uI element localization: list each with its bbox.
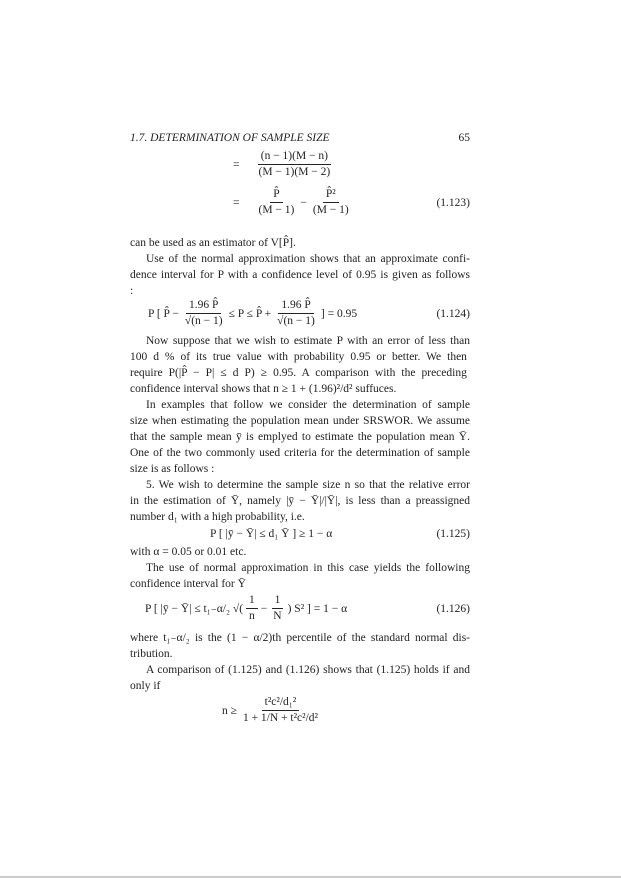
text-line: confidence interval shows that n ≥ 1 + (1.96)²/d² suffuces.	[130, 383, 397, 395]
text-line: where t₁₋α/₂ is the (1 − α/2)th percentile of the standard normal dis-	[130, 632, 470, 644]
text-line: One of the two commonly used criteria for the determination of sample	[130, 447, 470, 459]
page-number: 65	[458, 132, 470, 144]
text-line: Use of the normal approximation shows that an approximate confi-	[146, 253, 470, 265]
text-line: with α = 0.05 or 0.01 etc.	[130, 546, 247, 558]
text-line: only if	[130, 680, 161, 692]
fraction-numerator: 1.96 P̂	[278, 299, 313, 314]
text-line: In examples that follow we consider the determination of sample	[146, 399, 470, 411]
fraction-denominator: √(n − 1)	[184, 315, 223, 327]
text-line: :	[130, 285, 134, 297]
text-line: 5. We wish to determine the sample size n so that the relative error	[146, 479, 470, 491]
equation-part: n ≥	[222, 704, 237, 717]
text-line: can be used as an estimator of V[P̂].	[130, 237, 296, 249]
text-line: A comparison of (1.125) and (1.126) shows that (1.125) holds if and	[146, 664, 470, 676]
text-line: that the sample mean ȳ is emplyed to estimate the population mean Ȳ.	[130, 431, 470, 443]
fraction-numerator: 1	[246, 594, 258, 609]
equation-number: (1.124)	[436, 307, 470, 320]
text-line: number d₁ with a high probability, i.e.	[130, 511, 305, 523]
equation-number: (1.126)	[436, 602, 470, 615]
fraction-denominator: (M − 1)	[312, 204, 349, 216]
text-line: size when estimating the population mean under SRSWOR. We assume	[130, 415, 470, 427]
equation-1-123: = $\frac{P̂}{(M - 1)}$ − $\frac{\text{P̂²}}{(M - 1)}$ (1.123)	[233, 188, 470, 216]
equation-1-126: P [ |ȳ − Ȳ| ≤ t₁₋α/₂ √( $\frac{1}{n}$ − $\frac{1}{N}$ ) S² ] = 1 − α (1.126)	[145, 594, 470, 622]
text-line: The use of normal approximation in this case yields the following	[146, 562, 470, 574]
equation-1-125	[210, 527, 470, 541]
fraction-numerator: P̂²	[323, 188, 339, 203]
text-line: 100 d % of its true value with probability 0.95 or better. We then	[130, 351, 467, 363]
fraction-numerator: 1.96 P̂	[186, 299, 221, 314]
equation-variance-a: = $\frac{(n - 1)(M - n)}{(M - 1)(M - 2)}$	[233, 150, 470, 179]
equation-number: (1.125)	[436, 528, 470, 540]
equation-part: P [ P̂ −	[148, 307, 179, 320]
fraction-denominator: N	[273, 610, 282, 622]
equation-part: P [ |ȳ − Ȳ| ≤ d₁ Ȳ ] ≥ 1 − α	[210, 528, 333, 540]
text-line: size is as follows :	[130, 463, 215, 475]
fraction-numerator: (n − 1)(M − n)	[258, 150, 331, 165]
fraction-numerator: t²c²/d₁²	[262, 696, 300, 711]
fraction-denominator: (M − 1)	[258, 204, 295, 216]
fraction-numerator: P̂	[270, 188, 282, 203]
fraction-numerator: 1	[272, 594, 284, 609]
equation-part: ) S² ] = 1 − α	[287, 602, 348, 615]
equation-number: (1.123)	[436, 196, 470, 209]
running-header	[130, 131, 470, 145]
text-line: confidence interval for Ȳ	[130, 578, 246, 590]
text-line: in the estimation of Ȳ, namely |ȳ − Ȳ|/|Ȳ|, is less than a preassigned	[130, 495, 470, 507]
fraction-denominator: n	[249, 610, 255, 622]
equation-1-124	[148, 299, 470, 328]
text-line: dence interval for P with a confidence level of 0.95 is given as follows	[130, 269, 470, 281]
text-line: require P(|P̂ − P| ≤ d P) ≥ 0.95. A comparison with the preceding	[130, 367, 467, 379]
section-title: 1.7. DETERMINATION OF SAMPLE SIZE	[130, 132, 330, 144]
fraction-denominator: 1 + 1/N + t²c²/d²	[242, 712, 318, 724]
fraction-denominator: (M − 1)(M − 2)	[258, 166, 331, 178]
fraction-denominator: √(n − 1)	[277, 315, 315, 327]
equation-part: ≤ P ≤ P̂ +	[228, 307, 272, 320]
equation-final-inequality	[222, 696, 422, 725]
text-line: Now suppose that we wish to estimate P with an error of less than	[146, 335, 470, 347]
equation-part: ] = 0.95	[320, 307, 358, 320]
equation-part: P [ |ȳ − Ȳ| ≤ t₁₋α/₂ √(	[145, 602, 244, 615]
text-line: tribution.	[130, 648, 173, 660]
